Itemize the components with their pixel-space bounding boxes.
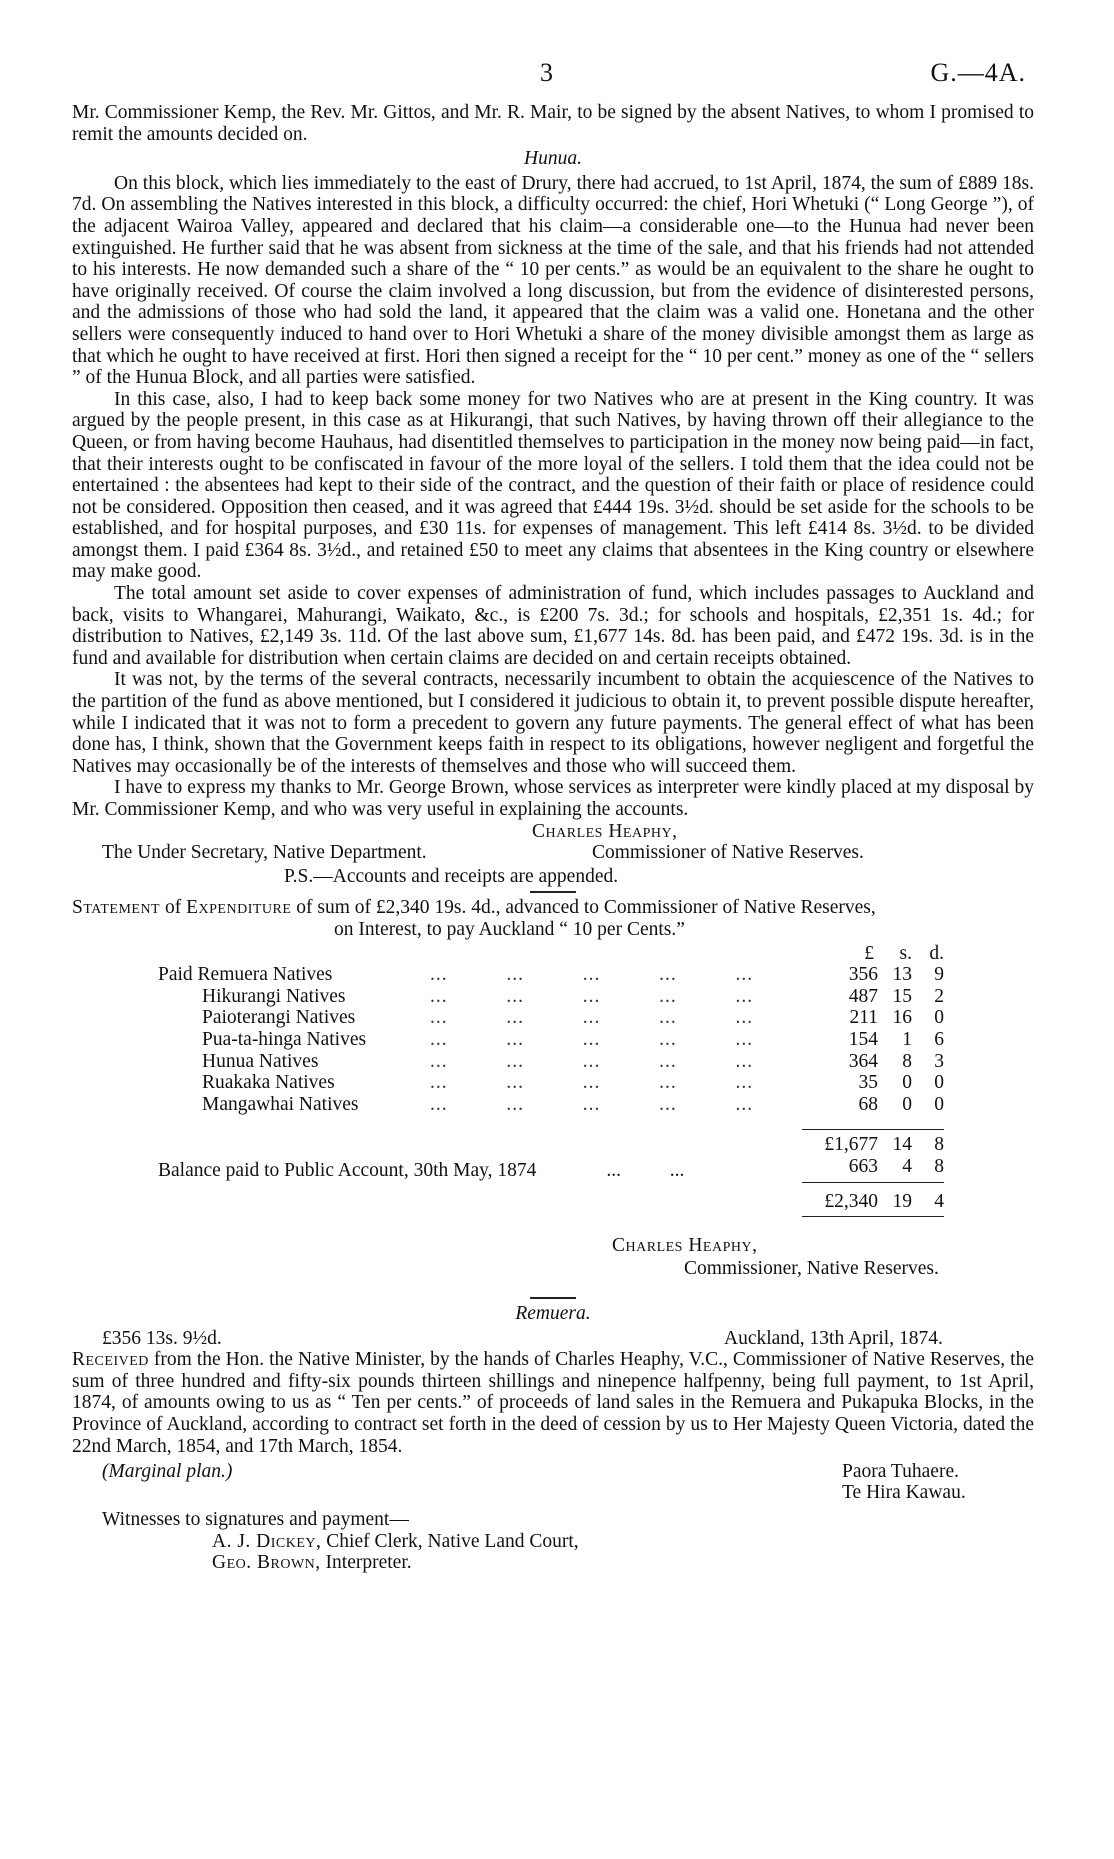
row-label (158, 964, 430, 986)
row-label: Ruakaka Natives (202, 1072, 335, 1094)
receipt-place-date: Auckland, 13th April, 1874. (724, 1327, 943, 1349)
statement-title-sc1: Statement (72, 897, 161, 919)
paid-prefix: Paid (158, 964, 193, 986)
total-shillings: 19 (878, 1182, 912, 1217)
signer-2: Te Hira Kawau. (842, 1482, 966, 1504)
row-pounds: 487 (848, 985, 878, 1007)
balance-label-cell (158, 1156, 802, 1182)
row-shillings: 0 (902, 1072, 912, 1094)
receipt-body (72, 1349, 1034, 1457)
section-heading-hunua: Hunua. (524, 148, 582, 170)
shillings-header: s. (899, 942, 912, 964)
table-row (158, 1007, 944, 1029)
paragraph-continuation: Mr. Commissioner Kemp, the Rev. Mr. Gittos, and Mr. R. Mair, to be signed by the absent Natives, to whom I promised to remit the amounts decided on. (72, 102, 1034, 145)
row-label: Paioterangi Natives (202, 1007, 356, 1029)
leader-dots: ... ... ... ... ... (430, 964, 754, 986)
statement-title-line2: on Interest, to pay Auckland “ 10 per Cents.” (334, 918, 685, 940)
row-pence: 9 (934, 964, 944, 986)
leader-dots: ... ... ... ... ... (430, 1072, 754, 1094)
witness-2-role: Interpreter. (320, 1552, 412, 1574)
pounds-header: £ (864, 942, 874, 964)
total-pence: 4 (912, 1182, 944, 1217)
row-shillings: 16 (892, 1007, 912, 1029)
row-label: Pua-ta-hinga Natives (202, 1028, 367, 1050)
row-pounds: 68 (858, 1093, 878, 1115)
paragraph-hunua-claim: On this block, which lies immediately to the east of Drury, there had accrued, to 1st April, 1874, the sum of £889 18s. 7d. On assembling the Natives interested in this block, a difficulty occurred: the chief, Hori Whetuki (“ Long George ”), of the adjacent Wairoa Valley, appeared and declared that his claim—a considerable one—to the Hunua had never been extinguished. He further said that he was absent from sickness at the time of the sale, and that his friends had not attended to his interests. He now demanded such a share of the “ 10 per cents.” as would be an equivalent to the share he ought to have originally received. Of course the claim involved a long discussion, but from the evidence of disinterested persons, and the admissions of those who had sold the land, it appeared that the claim was a valid one. Honetana and the other sellers were consequently induced to hand over to Hori Whetuki a share of the money divisible amongst them as large as that which he ought to have received at first. Hori then signed a receipt for the “ 10 per cent.” money as one of the “ sellers ” of the Hunua Block, and all parties were satisfied. (72, 172, 1034, 389)
document-reference: G.—4A. (930, 58, 1026, 87)
subtotal-pence: 8 (912, 1130, 944, 1156)
divider-rule (530, 1297, 576, 1299)
signature-titles (72, 842, 1034, 864)
statement-signatory-title: Commissioner, Native Reserves. (684, 1258, 939, 1280)
table-row (158, 986, 944, 1008)
leader-dots: ... ... ... ... ... (430, 1093, 754, 1115)
marginal-plan-note: (Marginal plan.) (102, 1461, 233, 1483)
row-label: Hikurangi Natives (202, 985, 346, 1007)
total-row (158, 1182, 944, 1217)
row-pounds: 364 (848, 1050, 878, 1072)
witness-1 (72, 1531, 1034, 1553)
addressee: The Under Secretary, Native Department. (102, 842, 427, 864)
receipt-received: Received (72, 1349, 149, 1371)
statement-title (72, 897, 1034, 919)
row-pounds: 211 (849, 1007, 878, 1029)
signatory-title: Commissioner of Native Reserves. (592, 842, 864, 864)
balance-label: Balance paid to Public Account, 30th May, 1874 (158, 1160, 537, 1182)
spacer-row (158, 1115, 944, 1130)
receipt-amount: £356 13s. 9½d. (102, 1327, 222, 1349)
row-shillings: 0 (902, 1093, 912, 1115)
witness-1-name: A. J. Dickey, (212, 1530, 322, 1552)
row-label: Mangawhai Natives (202, 1093, 359, 1115)
table-row (158, 1072, 944, 1094)
leader-dots: ... ... ... ... ... (430, 1028, 754, 1050)
divider-rule (530, 891, 576, 893)
row-label: Hunua Natives (202, 1050, 319, 1072)
statement-title-rest: of sum of £2,340 19s. 4d., advanced to Commissioner of Native Reserves, (291, 897, 876, 919)
paragraph-total-amount: The total amount set aside to cover expenses of administration of fund, which includes passages to Auckland and back, visits to Whangarei, Mahurangi, Waikato, &c., is £200 7s. 3d.; for schools and hospitals, £2,351 1s. 4d.; for distribution to Natives, £2,149 3s. 11d. Of the last above sum, £1,677 14s. 8d. has been paid, and £472 19s. 3d. is in the fund and available for distribution when certain claims are decided on and certain receipts obtained. (72, 583, 1034, 669)
balance-row (158, 1156, 944, 1182)
pence-header: d. (929, 942, 944, 964)
witness-1-role: Chief Clerk, Native Land Court, (321, 1530, 579, 1552)
table-row (158, 964, 944, 986)
balance-shillings: 4 (878, 1156, 912, 1182)
subtotal-row (158, 1130, 944, 1156)
row-shillings: 8 (902, 1050, 912, 1072)
receipt-header-row (72, 1328, 1034, 1350)
leader-dots: ... ... ... ... ... (430, 985, 754, 1007)
paragraph-thanks: I have to express my thanks to Mr. George Brown, whose services as interpreter were kindly placed at my disposal by Mr. Commissioner Kemp, and who was very useful in explaining the accounts. (72, 777, 1034, 820)
row-pence: 3 (934, 1050, 944, 1072)
balance-pence: 8 (912, 1156, 944, 1182)
balance-dots: ... ... (606, 1160, 685, 1182)
row-shillings: 15 (892, 985, 912, 1007)
row-pence: 0 (934, 1093, 944, 1115)
table-row (158, 1094, 944, 1116)
page-header (0, 58, 1114, 98)
signer-1: Paora Tuhaere. (842, 1461, 959, 1483)
balance-pounds: 663 (802, 1156, 878, 1182)
subtotal-shillings: 14 (878, 1130, 912, 1156)
row-pence: 0 (934, 1072, 944, 1094)
expenditure-table (158, 943, 944, 1218)
statement-signatory-name: Charles Heaphy, (612, 1235, 758, 1257)
row-pence: 6 (934, 1028, 944, 1050)
section-heading-remuera: Remuera. (515, 1303, 591, 1325)
row-label-text: Remuera Natives (197, 964, 333, 986)
witnesses-label: Witnesses to signatures and payment— (102, 1509, 409, 1531)
paragraph-contracts: It was not, by the terms of the several contracts, necessarily incumbent to obtain the acquiescence of the Natives to the partition of the fund as above mentioned, but I considered it judicious to obtain it, to prevent possible dispute hereafter, while I indicated that it was not to form a precedent to govern any future payments. The general effect of what has been done has, I think, shown that the Government keeps faith in respect to its obligations, however negligent and forgetful the Natives may occasionally be of the interests of themselves and those who will succeed them. (72, 669, 1034, 777)
receipt-signers (72, 1457, 1034, 1504)
document-body (72, 102, 1034, 1574)
signature-block (72, 821, 1034, 843)
row-shillings: 1 (902, 1028, 912, 1050)
table-row (158, 1051, 944, 1073)
table-row (158, 1029, 944, 1051)
currency-header-row (158, 943, 944, 965)
subtotal-pounds: £1,677 (802, 1130, 878, 1156)
leader-dots: ... ... ... ... ... (430, 1050, 754, 1072)
postscript: P.S.—Accounts and receipts are appended. (284, 865, 619, 887)
witness-2 (72, 1552, 1034, 1574)
postscript-row (72, 864, 1034, 886)
total-pounds: £2,340 (802, 1182, 878, 1217)
statement-signature (72, 1235, 1034, 1283)
row-pounds: 356 (848, 964, 878, 986)
row-pounds: 35 (858, 1072, 878, 1094)
paragraph-king-country: In this case, also, I had to keep back some money for two Natives who are at present in the King country. It was argued by the people present, in this case as at Hikurangi, that such Natives, by having thrown off their allegiance to the Queen, or from having become Hauhaus, had disentitled themselves to participation in the money now being paid—in fact, that their interests ought to be confiscated in favour of the more loyal of the sellers. I told them that the idea could not be entertained : the absentees had kept to their side of the contract, and the question of their faith or place of residence could not be considered. Opposition then ceased, and it was agreed that £444 19s. 3½d. should be set aside for the schools to be established, and for hospital purposes, and £30 11s. for expenses of management. This left £414 8s. 3½d. to be divided amongst them. I paid £364 8s. 3½d., and retained £50 to meet any claims that absentees in the King country or elsewhere may make good. (72, 388, 1034, 583)
statement-title-sc2: Expenditure (186, 897, 292, 919)
row-pounds: 154 (848, 1028, 878, 1050)
receipt-body-text: from the Hon. the Native Minister, by the hands of Charles Heaphy, V.C., Commissioner of Native Reserves, the sum of three hundred and fifty-six pounds thirteen shillings and ninepence halfpenny, being full payment, to 1st April, 1874, of amounts owing to us as “ Ten per cents.” of proceeds of land sales in the Remuera and Pukapuka Blocks, in the Province of Auckland, according to contract set forth in the deed of cession by us to Her Majesty Queen Victoria, dated the 22nd March, 1854, and 17th March, 1854. (72, 1349, 1034, 1457)
witness-2-name: Geo. Brown, (212, 1552, 321, 1574)
page-number: 3 (540, 58, 553, 87)
statement-title-mid: of (160, 897, 187, 919)
row-shillings: 13 (892, 964, 912, 986)
signatory-name: Charles Heaphy, (532, 820, 678, 842)
row-pence: 2 (934, 985, 944, 1007)
row-pence: 0 (934, 1007, 944, 1029)
leader-dots: ... ... ... ... ... (430, 1007, 754, 1029)
